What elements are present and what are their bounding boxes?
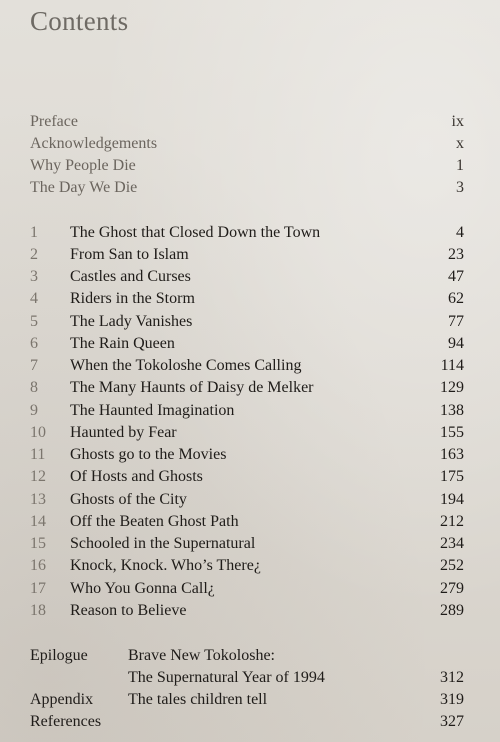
toc-entry-epilogue-cont <box>30 667 464 689</box>
chapter-page: 234 <box>440 535 464 552</box>
toc-chapter-row <box>30 511 464 533</box>
chapter-number: 3 <box>30 268 38 285</box>
chapter-page: 194 <box>440 491 464 508</box>
chapter-number: 14 <box>30 513 46 530</box>
chapter-title: The Ghost that Closed Down the Town <box>70 224 321 241</box>
toc-chapter-row <box>30 578 464 600</box>
chapter-page: 94 <box>448 335 464 352</box>
toc-entry-appendix <box>30 689 464 711</box>
entry-title: The Day We Die <box>30 179 138 196</box>
chapter-page: 62 <box>448 290 464 307</box>
chapter-title: Who You Gonna Call¿ <box>70 580 215 597</box>
chapter-page: 155 <box>440 424 464 441</box>
appendix-page: 319 <box>440 691 464 708</box>
entry-title: Acknowledgements <box>30 135 158 152</box>
toc-chapter-row <box>30 266 464 288</box>
entry-page: 1 <box>456 157 464 174</box>
chapter-number: 7 <box>30 357 38 374</box>
chapter-page: 129 <box>440 379 464 396</box>
chapter-page: 47 <box>448 268 464 285</box>
chapter-number: 16 <box>30 557 46 574</box>
chapter-page: 289 <box>440 602 464 619</box>
toc-entry-the-day-we-die <box>30 177 464 199</box>
chapter-number: 5 <box>30 313 38 330</box>
chapter-title: The Rain Queen <box>70 335 175 352</box>
appendix-title: The tales children tell <box>128 691 268 708</box>
chapter-number: 9 <box>30 402 38 419</box>
toc-chapter-row <box>30 400 464 422</box>
chapter-number: 8 <box>30 379 38 396</box>
chapter-number: 10 <box>30 424 46 441</box>
chapter-title: Schooled in the Supernatural <box>70 535 256 552</box>
chapter-title: Off the Beaten Ghost Path <box>70 513 239 530</box>
toc-chapter-row <box>30 466 464 488</box>
toc-chapter-row <box>30 355 464 377</box>
chapter-title: Castles and Curses <box>70 268 191 285</box>
chapter-page: 252 <box>440 557 464 574</box>
appendix-label: Appendix <box>30 691 94 708</box>
toc-entry-references <box>30 711 464 733</box>
chapter-page: 163 <box>440 446 464 463</box>
chapter-page: 279 <box>440 580 464 597</box>
chapter-page: 175 <box>440 468 464 485</box>
chapter-title: Riders in the Storm <box>70 290 195 307</box>
toc-chapter-row <box>30 555 464 577</box>
chapter-title: Ghosts go to the Movies <box>70 446 227 463</box>
chapter-title: The Many Haunts of Daisy de Melker <box>70 379 314 396</box>
entry-title: Why People Die <box>30 157 136 174</box>
chapter-number: 12 <box>30 468 46 485</box>
toc-chapter-row <box>30 222 464 244</box>
chapter-number: 15 <box>30 535 46 552</box>
toc-chapter-row <box>30 533 464 555</box>
epilogue-title-line2: The Supernatural Year of 1994 <box>128 669 325 686</box>
chapter-title: Of Hosts and Ghosts <box>70 468 203 485</box>
toc-entry-why-people-die <box>30 155 464 177</box>
chapter-title: Knock, Knock. Who’s There¿ <box>70 557 261 574</box>
toc-chapter-row <box>30 244 464 266</box>
chapter-number: 2 <box>30 246 38 263</box>
chapter-title: When the Tokoloshe Comes Calling <box>70 357 302 374</box>
page-title: Contents <box>30 6 129 36</box>
toc-chapter-row <box>30 333 464 355</box>
toc-chapter-row <box>30 600 464 622</box>
entry-title: Preface <box>30 113 78 130</box>
chapter-number: 18 <box>30 602 46 619</box>
chapter-title: From San to Islam <box>70 246 189 263</box>
chapter-number: 6 <box>30 335 38 352</box>
epilogue-page: 312 <box>440 669 464 686</box>
chapter-page: 23 <box>448 246 464 263</box>
toc-chapter-row <box>30 489 464 511</box>
toc-chapter-row <box>30 311 464 333</box>
entry-page: ix <box>451 113 464 130</box>
epilogue-label: Epilogue <box>30 647 88 664</box>
chapter-number: 13 <box>30 491 46 508</box>
chapter-number: 4 <box>30 290 38 307</box>
chapter-number: 11 <box>30 446 46 463</box>
chapter-title: Haunted by Fear <box>70 424 177 441</box>
chapter-page: 4 <box>456 224 464 241</box>
chapter-title: Reason to Believe <box>70 602 187 619</box>
toc-chapter-row <box>30 288 464 310</box>
toc-entry-acknowledgements <box>30 133 464 155</box>
chapter-title: The Haunted Imagination <box>70 402 235 419</box>
toc-entry-preface <box>30 111 464 133</box>
chapter-number: 17 <box>30 580 46 597</box>
chapter-title: The Lady Vanishes <box>70 313 193 330</box>
epilogue-title-line1: Brave New Tokoloshe: <box>128 647 275 664</box>
toc-entry-epilogue <box>30 645 464 667</box>
chapter-title: Ghosts of the City <box>70 491 187 508</box>
chapter-page: 212 <box>440 513 464 530</box>
chapter-page: 114 <box>440 357 464 374</box>
references-page: 327 <box>440 713 464 730</box>
references-label: References <box>30 713 102 730</box>
chapter-page: 77 <box>448 313 464 330</box>
entry-page: 3 <box>456 179 464 196</box>
toc-chapter-row <box>30 444 464 466</box>
entry-page: x <box>456 135 464 152</box>
toc-chapter-row <box>30 377 464 399</box>
chapter-number: 1 <box>30 224 38 241</box>
chapter-page: 138 <box>440 402 464 419</box>
toc-chapter-row <box>30 422 464 444</box>
